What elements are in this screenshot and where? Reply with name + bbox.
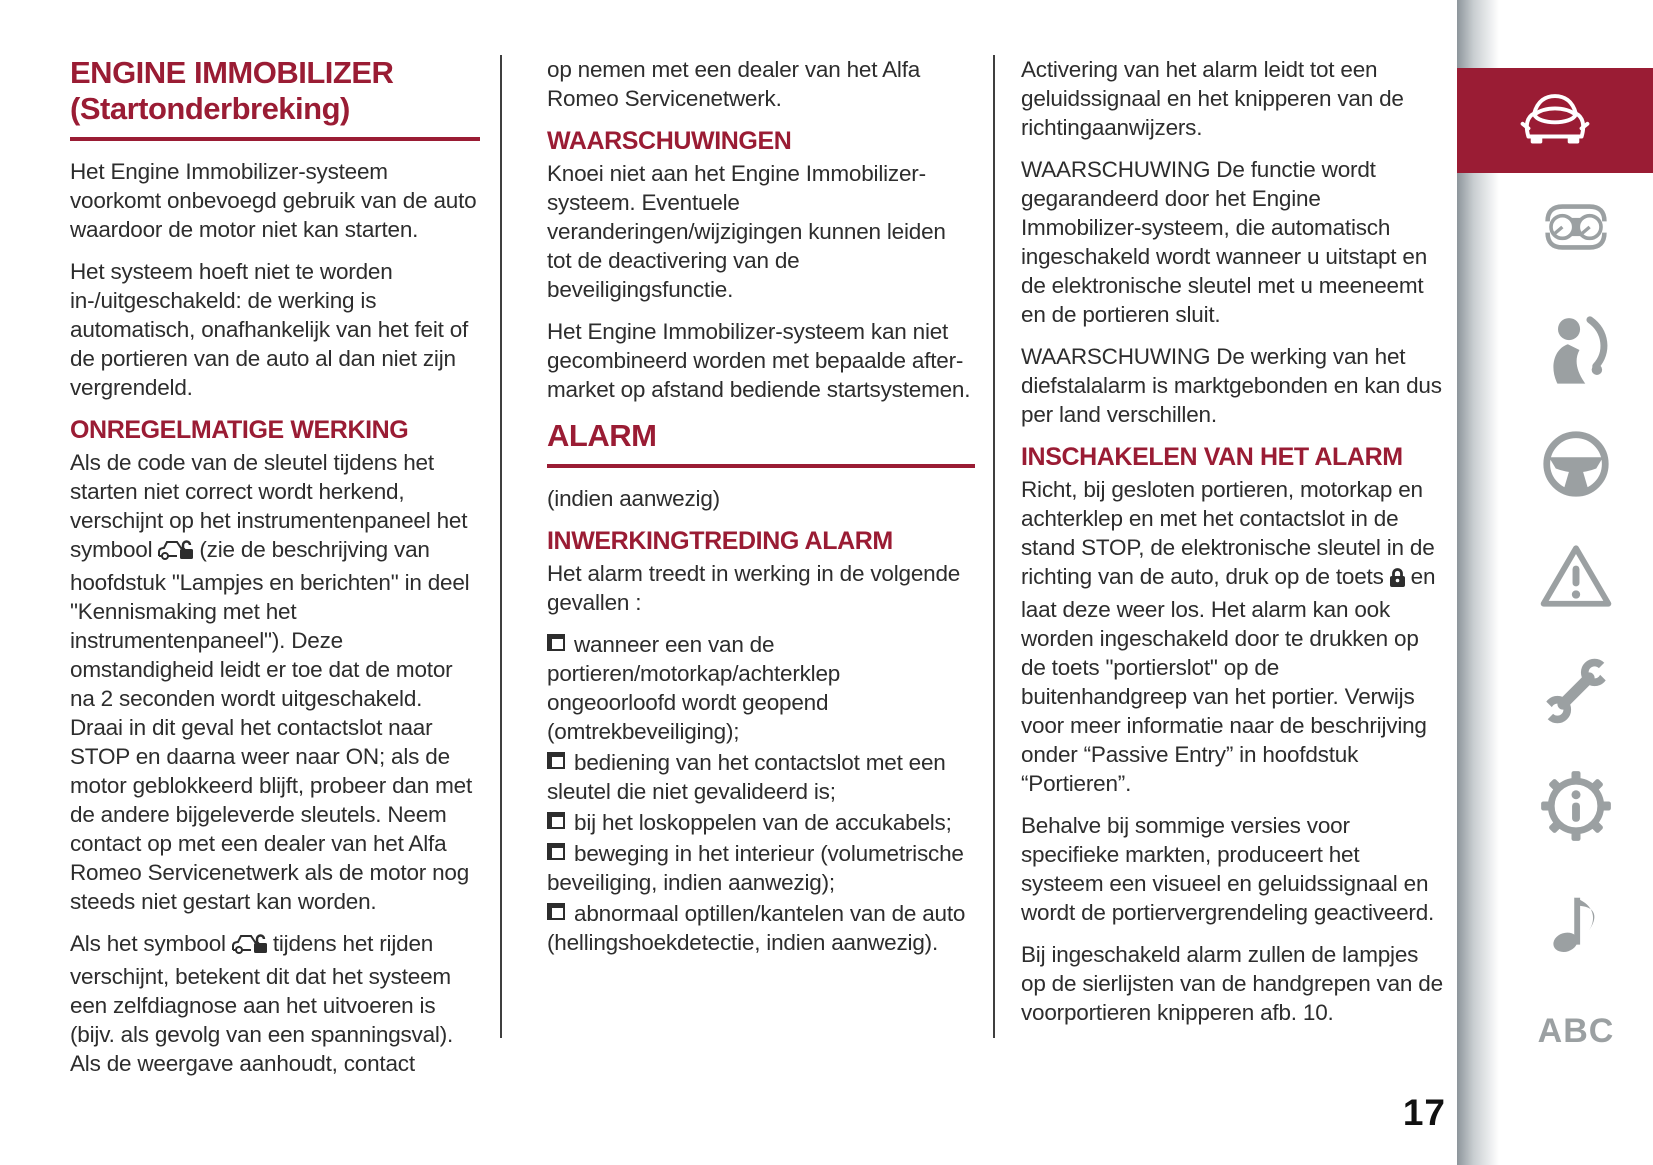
sidebar-tab-audio[interactable]: [1499, 886, 1653, 959]
section-heading: INWERKINGTREDING ALARM: [547, 527, 893, 555]
paragraph: Het Engine Immobilizer-systeem kan niet gecombineerd worden met bepaalde after-market op afstand bediende startsystemen.: [547, 319, 971, 402]
paragraph: WAARSCHUWING De werking van het diefstalalarm is marktgebonden en kan dus per land verschillen.: [1021, 344, 1442, 427]
paragraph: Behalve bij sommige versies voor specifieke markten, produceert het systeem een visueel en geluidssignaal en wordt de portiervergrendeling geactiveerd.: [1021, 813, 1435, 925]
sidebar-tab-instrument-panel[interactable]: [1499, 202, 1653, 257]
instrument-panel-icon: [1538, 202, 1614, 257]
paragraph: Richt, bij gesloten portieren, motorkap en achterklep en met het contactslot in de stand STOP, de elektronische sleutel in de richting van de auto, druk op de toets en laat deze weer los. Het alarm kan ook worden ingeschakeld door te drukken op de toets "portierslot" op de buitenhandgreep van het portier. Verwijs voor meer informatie naar de beschrijving onder “Passive Entry” in hoofdstuk “Portieren”.: [1021, 477, 1436, 796]
car-front-icon: [1518, 89, 1592, 152]
title-underline: [547, 464, 975, 468]
sidebar-tab-steering[interactable]: [1499, 428, 1653, 505]
list-item: beweging in het interieur (volumetrische beveiliging, indien aanwezig);: [547, 841, 964, 895]
list-item: abnormaal optillen/kantelen van de auto (hellingshoekdetectie, indien aanwezig).: [547, 901, 966, 955]
airbag-icon: [1541, 314, 1611, 391]
steering-wheel-icon: [1540, 428, 1612, 505]
car-immobilizer-warning-icon: [231, 932, 268, 962]
list-item: bij het loskoppelen van de accukabels;: [547, 808, 975, 837]
square-bullet-icon: [547, 752, 565, 769]
square-bullet-icon: [547, 812, 565, 829]
square-bullet-icon: [547, 843, 565, 860]
sidebar-tab-car-active[interactable]: [1457, 68, 1653, 173]
music-note-icon: [1544, 886, 1608, 959]
column-1: [70, 55, 480, 1091]
paragraph: Als de code van de sleutel tijdens het starten niet correct wordt herkend, verschijnt op het instrumentenpaneel het symbool (zie de beschrijving van hoofdstuk "Lampjes en berichten" in deel "Kennismaking met het instrumentenpaneel"). Deze omstandigheid leidt er toe dat de motor na 2 seconden wordt uitgeschakeld. Draai in dit geval het contactslot naar STOP en daarna weer naar ON; als de motor geblokkeerd blijft, probeer dan met de andere bijgeleverde sleutels. Neem contact op met een dealer van het Alfa Romeo Servicenetwerk als de motor nog steeds niet gestart kan worden.: [70, 450, 473, 914]
paragraph: (indien aanwezig): [547, 486, 720, 511]
section-heading: ONREGELMATIGE WERKING: [70, 416, 409, 444]
column-divider: [500, 55, 502, 1038]
sidebar-tab-maintenance[interactable]: [1499, 656, 1653, 731]
paragraph: Het alarm treedt in werking in de volgende gevallen :: [547, 561, 961, 615]
abc-label: ABC: [1537, 1012, 1615, 1050]
paragraph: Bij ingeschakeld alarm zullen de lampjes op de sierlijsten van de handgrepen van de voorportieren knipperen afb. 10.: [1021, 942, 1443, 1025]
column-3: [1021, 55, 1446, 1040]
alarm-title: ALARM: [547, 418, 657, 453]
page-number: 17: [1402, 1092, 1446, 1133]
gear-info-icon: [1540, 770, 1612, 847]
section-heading: INSCHAKELEN VAN HET ALARM: [1021, 443, 1403, 471]
sidebar-tab-warning[interactable]: [1499, 542, 1653, 615]
column-2: [547, 55, 975, 959]
paragraph: Het systeem hoeft niet te worden in-/uitgeschakeld: de werking is automatisch, onafhankelijk van het feit of de portieren van de auto al dan niet zijn vergrendeld.: [70, 259, 469, 400]
title-underline: [70, 137, 480, 141]
wrench-icon: [1541, 656, 1611, 731]
list-item: wanneer een van de portieren/motorkap/achterklep ongeoorloofd wordt geopend (omtrekbeveiliging);: [547, 632, 841, 744]
paragraph: Het Engine Immobilizer-systeem voorkomt onbevoegd gebruik van de auto waardoor de motor niet kan starten.: [70, 159, 477, 242]
page-edge-gradient: [1457, 0, 1499, 1165]
paragraph: Activering van het alarm leidt tot een geluidssignaal en het knipperen van de richtingaanwijzers.: [1021, 57, 1404, 140]
sidebar-tab-index[interactable]: [1499, 1012, 1653, 1051]
square-bullet-icon: [547, 634, 565, 651]
list-item: bediening van het contactslot met een sleutel die niet gevalideerd is;: [547, 750, 946, 804]
paragraph: Als het symbool tijdens het rijden verschijnt, betekent dit dat het systeem een zelfdiagnose aan het uitvoeren is (bijv. als gevolg van een spanningsval). Als de weergave aanhoudt, contact: [70, 931, 454, 1076]
section-heading: WAARSCHUWINGEN: [547, 127, 792, 155]
column-divider: [993, 55, 995, 1038]
sidebar-tab-technical-info[interactable]: [1499, 770, 1653, 847]
page-title: ENGINE IMMOBILIZER (Startonderbreking): [70, 55, 394, 126]
lock-button-icon: [1389, 566, 1406, 595]
square-bullet-icon: [547, 903, 565, 920]
sidebar-tab-airbag[interactable]: [1499, 314, 1653, 391]
paragraph: Knoei niet aan het Engine Immobilizer-systeem. Eventuele veranderingen/wijzigingen kunnen leiden tot de deactivering van de beveiligingsfunctie.: [547, 161, 946, 302]
warning-triangle-icon: [1539, 542, 1613, 615]
paragraph: WAARSCHUWING De functie wordt gegarandeerd door het Engine Immobilizer-systeem, die automatisch ingeschakeld wordt wanneer u uitstapt en de elektronische sleutel met u meeneemt en de portieren sluit.: [1021, 157, 1428, 327]
car-immobilizer-warning-icon: [157, 538, 194, 568]
paragraph: op nemen met een dealer van het Alfa Romeo Servicenetwerk.: [547, 57, 921, 111]
